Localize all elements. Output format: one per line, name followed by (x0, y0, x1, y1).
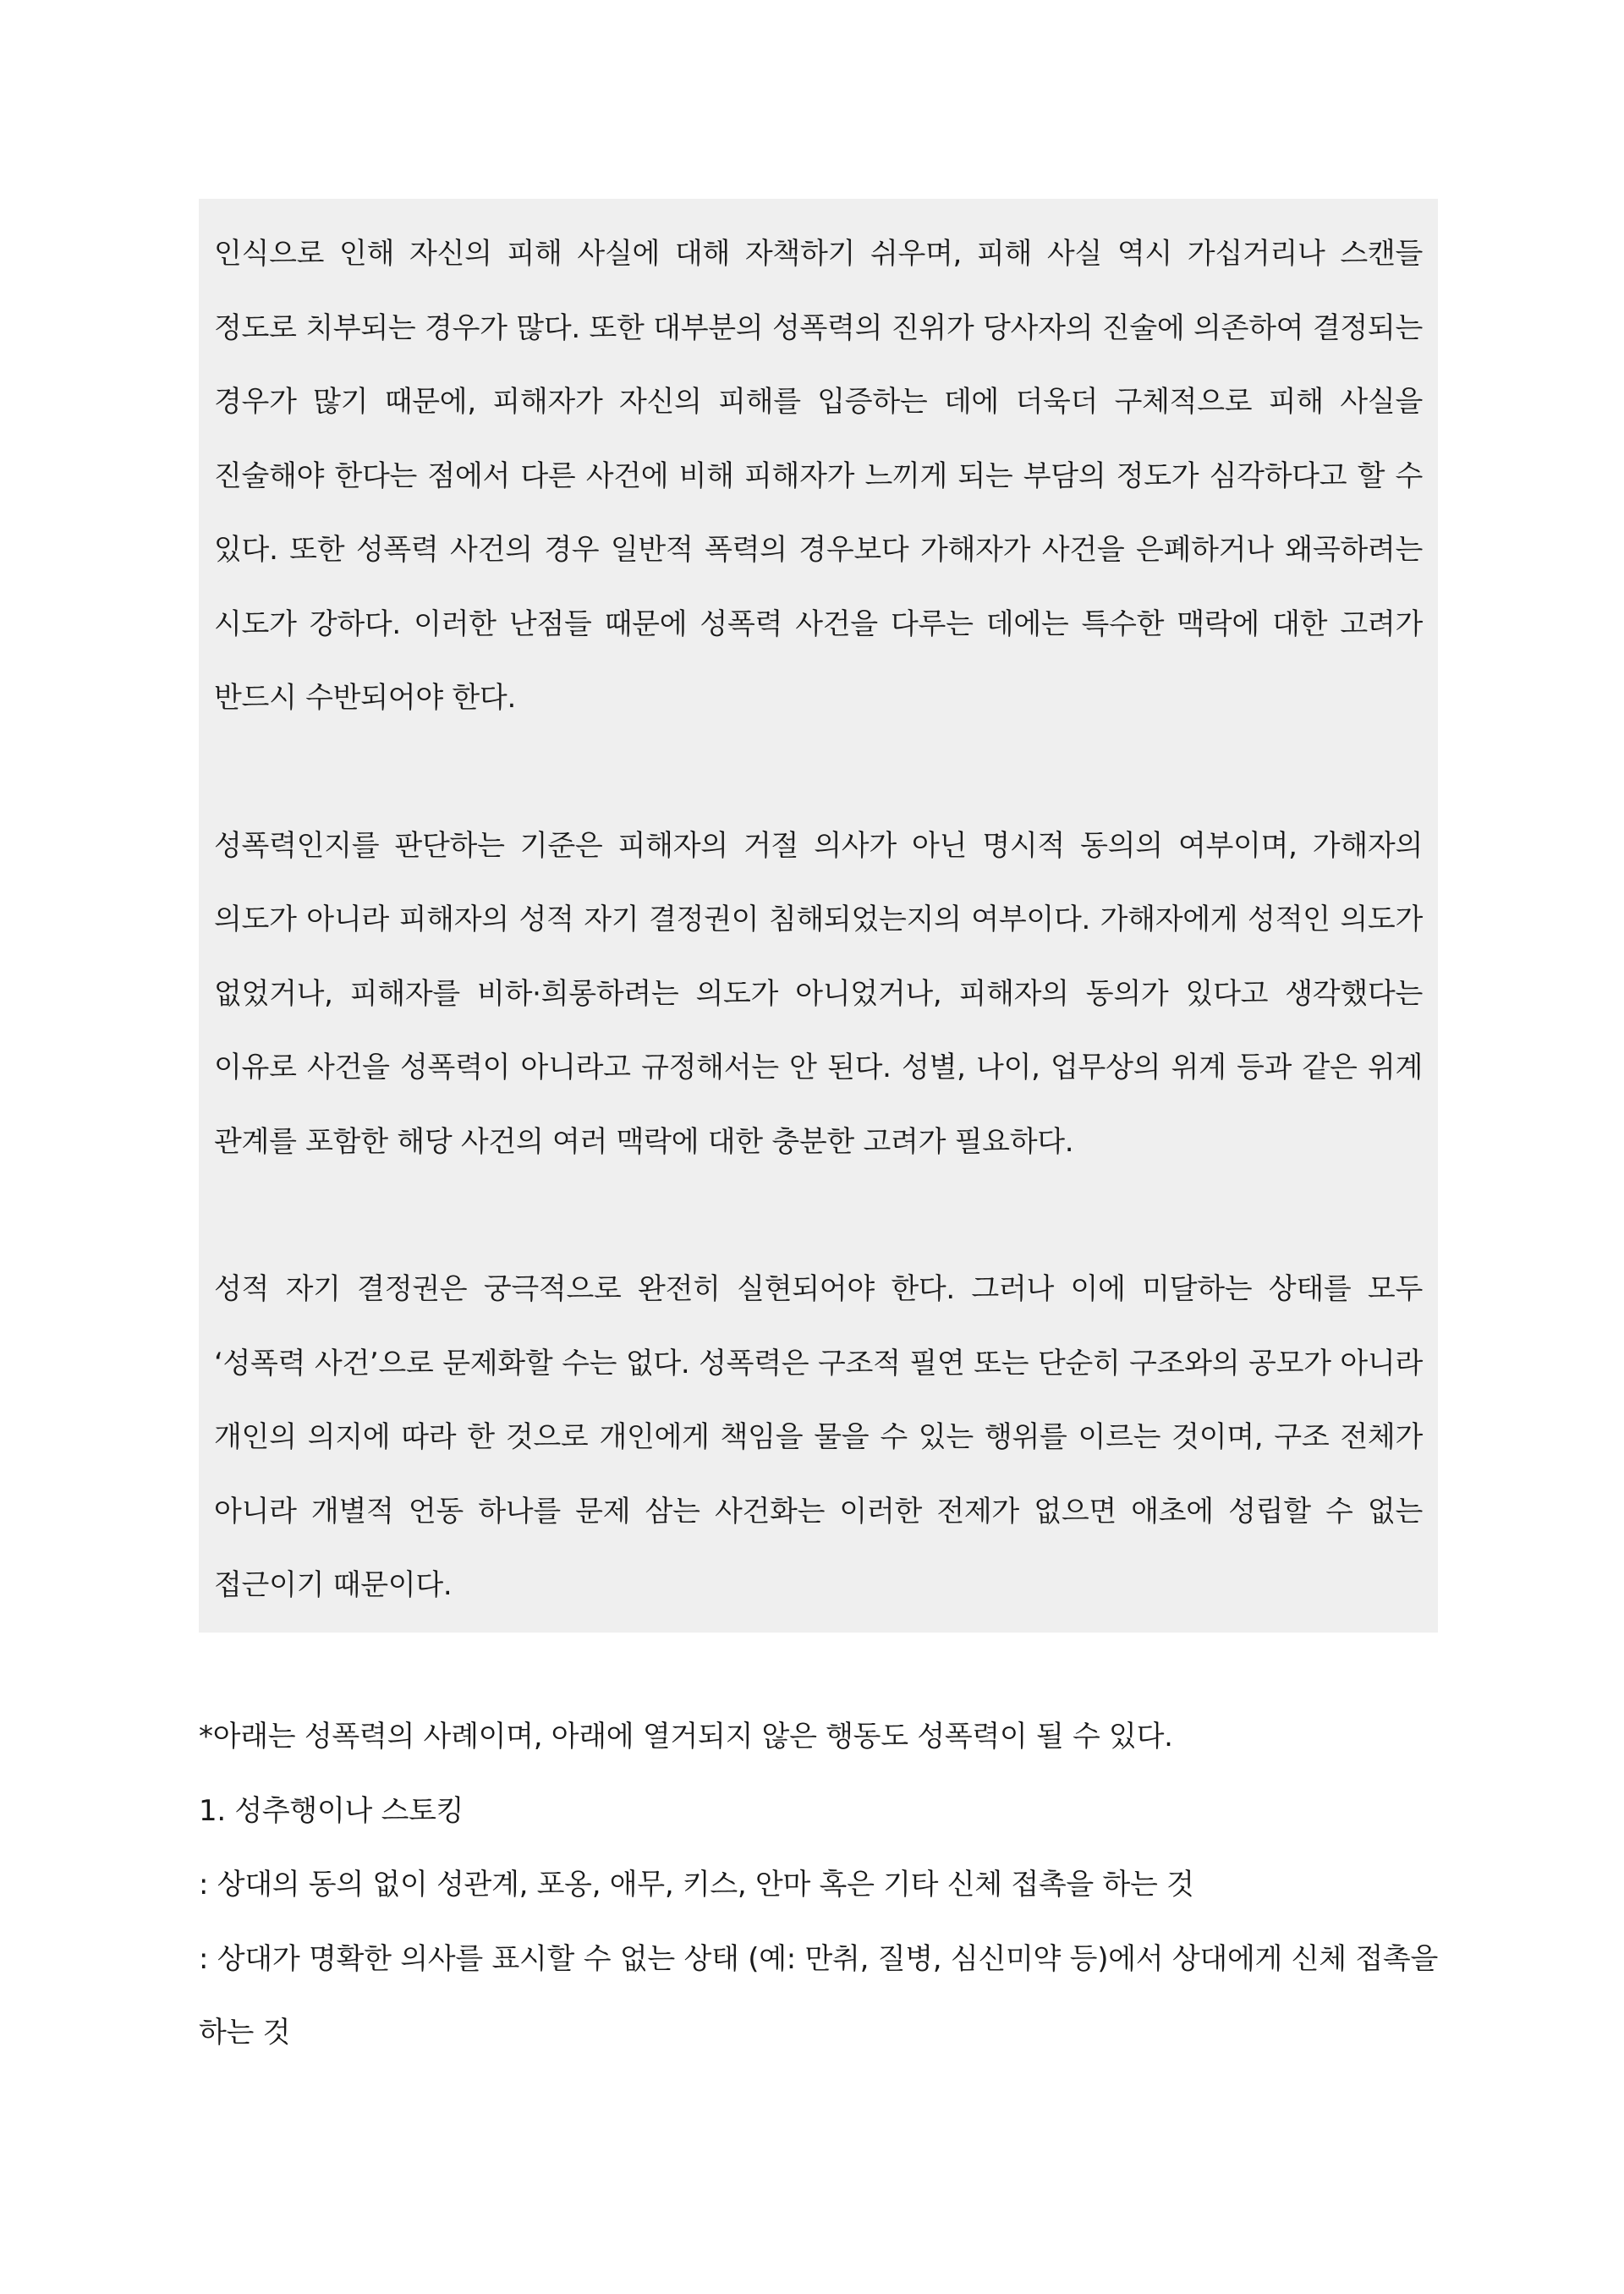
paragraph-judgment-criteria: 성폭력인지를 판단하는 기준은 피해자의 거절 의사가 아닌 명시적 동의의 여부이며, 가해자의 의도가 아니라 피해자의 성적 자기 결정권이 침해되었는지의 여부이다. 가해자에게 성적인 의도가 없었거나, 피해자를 비하·희롱하려는 의도가 아니었거나, 피해자의 동의가 있다고 생각했다는 이유로 사건을 성폭력이 아니라고 규정해서는 안 된다. 성별, 나이, 업무상의 위계 등과 같은 위계 관계를 포함한 해당 사건의 여러 맥락에 대한 충분한 고려가 필요하다. (214, 828, 1423, 1159)
example-item-1-detail-2: : 상대가 명확한 의사를 표시할 수 없는 상태 (예: 만취, 질병, 심신미약 등)에서 상대에게 신체 접촉을 하는 것 (199, 1941, 1438, 2050)
example-item-1-detail-1: : 상대의 동의 없이 성관계, 포옹, 애무, 키스, 안마 혹은 기타 신체 접촉을 하는 것 (199, 1868, 1194, 1902)
examples-intro: *아래는 성폭력의 사례이며, 아래에 열거되지 않은 행동도 성폭력이 될 수 있다. (199, 1720, 1173, 1753)
paragraph-sexual-self-determination: 성적 자기 결정권은 궁극적으로 완전히 실현되어야 한다. 그러나 이에 미달하는 상태를 모두 ‘성폭력 사건’으로 문제화할 수는 없다. 성폭력은 구조적 필연 또는 단순히 구조와의 공모가 아니라 개인의 의지에 따라 한 것으로 개인에게 책임을 물을 수 있는 행위를 이르는 것이며, 구조 전체가 아니라 개별적 언동 하나를 문제 삼는 사건화는 이러한 전제가 없으면 애초에 성립할 수 없는 접근이기 때문이다. (214, 1272, 1423, 1602)
example-item-1-title: 1. 성추행이나 스토킹 (199, 1793, 464, 1828)
paragraph-victim-burden: 인식으로 인해 자신의 피해 사실에 대해 자책하기 쉬우며, 피해 사실 역시 가십거리나 스캔들 정도로 치부되는 경우가 많다. 또한 대부분의 성폭력의 진위가 당사자의 진술에 의존하여 결정되는 경우가 많기 때문에, 피해자가 자신의 피해를 입증하는 데에 더욱더 구체적으로 피해 사실을 진술해야 한다는 점에서 다른 사건에 비해 피해자가 느끼게 되는 부담의 정도가 심각하다고 할 수 있다. 또한 성폭력 사건의 경우 일반적 폭력의 경우보다 가해자가 사건을 은폐하거나 왜곡하려는 시도가 강하다. 이러한 난점들 때문에 성폭력 사건을 다루는 데에는 특수한 맥락에 대한 고려가 반드시 수반되어야 한다. (214, 237, 1423, 715)
shaded-quote-box (199, 199, 1438, 1633)
examples-section (199, 1700, 1438, 2071)
